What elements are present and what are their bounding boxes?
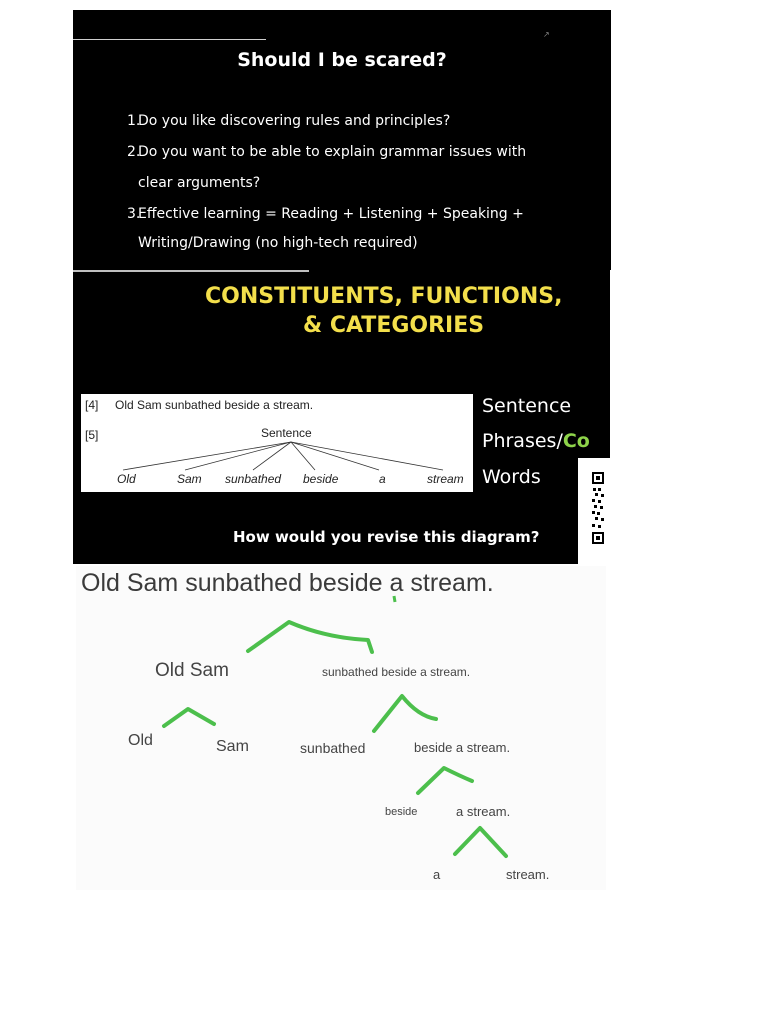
tree-word-leaf: Sam: [177, 472, 202, 486]
hand-drawn-tree: [76, 566, 606, 890]
tree-word-leaf: Old: [117, 472, 136, 486]
item-text: Effective learning = Reading + Listening + Speaking +: [138, 206, 524, 222]
item-text-continued: Writing/Drawing (no high-tech required): [138, 235, 418, 251]
item-number: 1.: [127, 113, 141, 129]
node-stream: stream.: [506, 867, 550, 882]
slide-constituents: [73, 270, 610, 564]
question-item-2: [127, 137, 526, 168]
question-item-3: [127, 199, 524, 230]
item-number: 2.: [127, 144, 141, 160]
question-item-1: [127, 106, 450, 137]
level-label-sentence: Sentence: [482, 395, 572, 417]
example-number: [4]: [85, 398, 99, 412]
branch-subject: [164, 709, 214, 726]
example-number: [5]: [85, 428, 99, 442]
tree-word-leaf: sunbathed: [225, 472, 282, 486]
branch-predicate: [374, 696, 436, 731]
slide-divider: [73, 39, 266, 40]
node-sam: Sam: [216, 738, 249, 755]
item-text: Do you like discovering rules and principles?: [138, 113, 451, 129]
node-old-sam: Old Sam: [155, 660, 229, 681]
phrases-text: Phrases/: [482, 430, 563, 452]
level-label-words: Words: [482, 466, 541, 488]
flat-tree-diagram: [81, 394, 473, 492]
item-number: 3.: [127, 206, 141, 222]
tree-word-leaf: beside: [303, 472, 339, 486]
slide-question: How would you revise this diagram?: [233, 528, 540, 546]
slide-title: Should I be scared?: [237, 49, 447, 71]
level-label-phrases: [482, 430, 590, 452]
tree-root-label: Sentence: [261, 426, 312, 440]
slide-should-i-be-scared: [73, 10, 611, 270]
stray-mark: [394, 596, 395, 602]
green-branch-strokes: [76, 566, 606, 890]
tree-sentence-title: Old Sam sunbathed beside a stream.: [81, 569, 494, 597]
slide-heading-line-2: & CATEGORIES: [303, 313, 485, 338]
slide-heading-line-1: CONSTITUENTS, FUNCTIONS,: [205, 284, 563, 309]
item-text: Do you want to be able to explain grammar issues with: [138, 144, 527, 160]
item-text-continued: clear arguments?: [138, 175, 261, 191]
branch-pp: [418, 768, 472, 793]
branch-root: [248, 622, 372, 652]
example-sentence: Old Sam sunbathed beside a stream.: [115, 398, 314, 412]
node-predicate: sunbathed beside a stream.: [322, 665, 471, 679]
node-sunbathed: sunbathed: [300, 740, 366, 756]
node-old: Old: [128, 732, 153, 749]
node-beside: beside: [385, 806, 418, 818]
tree-word-leaf: stream: [427, 472, 464, 486]
node-a: a: [433, 867, 441, 882]
mouse-cursor-icon: ↗: [543, 30, 550, 39]
node-np: a stream.: [456, 804, 511, 819]
qr-code-icon: [578, 458, 610, 564]
phrases-green-text: Co: [562, 430, 590, 452]
slide-divider: [73, 270, 309, 272]
node-pp: beside a stream.: [414, 740, 511, 755]
tree-word-leaf: a: [379, 472, 386, 486]
branch-np: [455, 828, 506, 856]
